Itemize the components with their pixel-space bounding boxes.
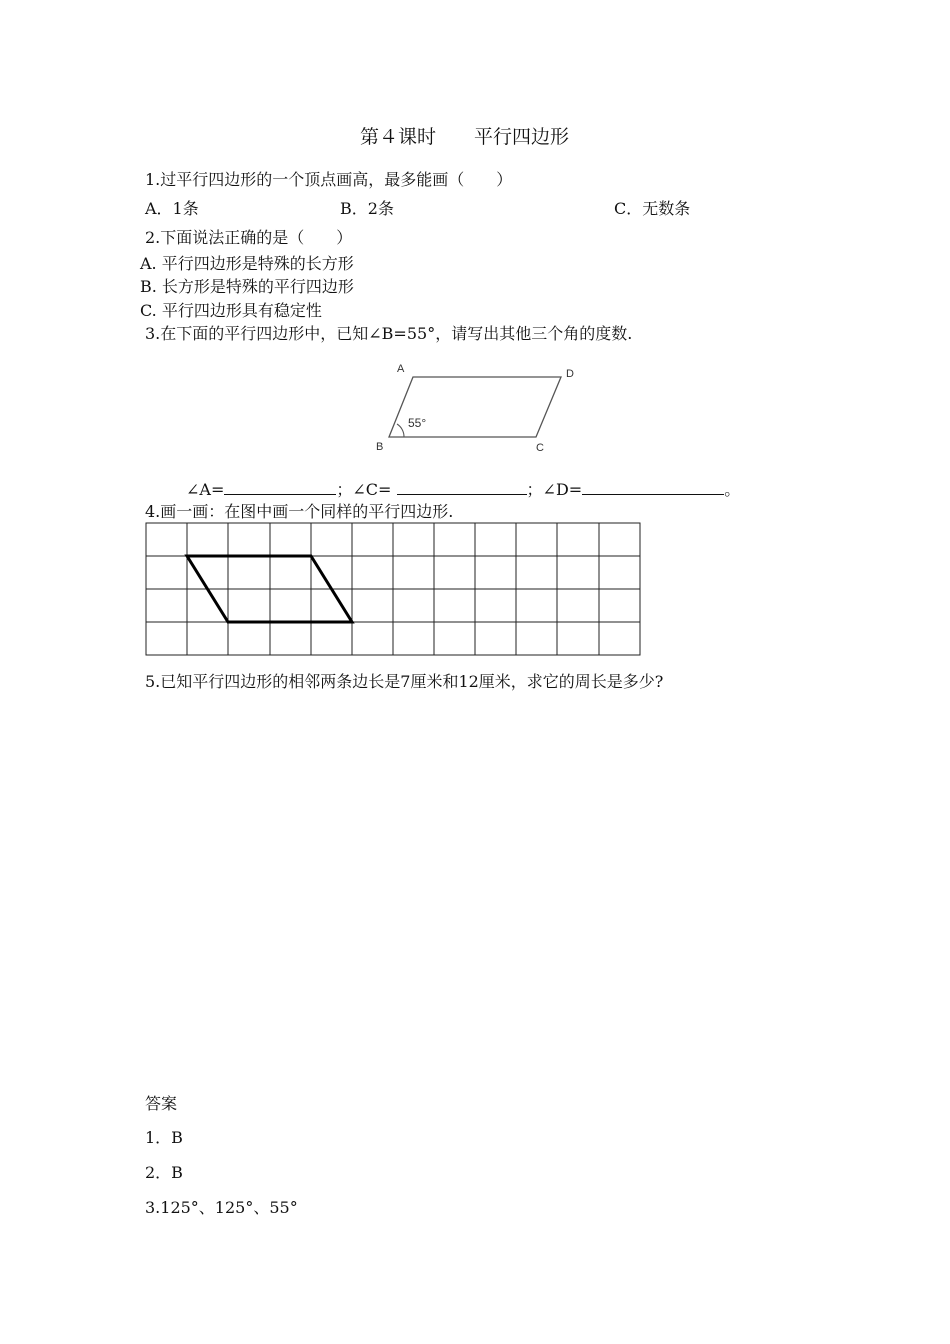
answer-1: 1．B [145,1128,183,1147]
q1-stem: 1.过平行四边形的一个顶点画高，最多能画（ ） [145,170,513,189]
q2-stem: 2.下面说法正确的是（ ） [145,228,353,247]
q2-option-a: A. 平行四边形是特殊的长方形 [140,254,354,273]
page-title: 第４课时 平行四边形 [360,126,570,148]
drawing-grid [146,523,640,655]
q3-stem: 3.在下面的平行四边形中，已知∠B=55°，请写出其他三个角的度数. [145,324,633,343]
answer-3: 3.125°、125°、55° [145,1198,298,1217]
q2-option-b: B. 长方形是特殊的平行四边形 [140,277,354,296]
parallelogram-figure [376,363,574,454]
q4-stem: 4.画一画：在图中画一个同样的平行四边形. [145,502,454,521]
q1-option-a: A．1条 [145,199,199,218]
q3-end-mark: 。 [724,480,741,499]
answers-heading: 答案 [145,1094,178,1113]
q5-stem: 5.已知平行四边形的相邻两条边长是7厘米和12厘米，求它的周长是多少? [145,672,664,691]
vertex-label-d: D [566,368,574,380]
angle-c-blank[interactable] [397,478,527,495]
vertex-label-a: A [397,363,405,375]
vertex-label-b: B [376,441,384,453]
q1-option-c: C．无数条 [614,199,691,218]
angle-a-blank[interactable] [224,478,336,495]
q1-option-b: B．2条 [340,199,394,218]
q2-option-c: C. 平行四边形具有稳定性 [140,301,322,320]
angle-c-label: ；∠C= [336,480,392,499]
answer-2: 2．B [145,1163,183,1182]
angle-d-blank[interactable] [582,478,724,495]
vertex-label-c: C [536,442,544,454]
angle-a-label: ∠A= [186,480,225,499]
q3-answer-line [186,478,740,500]
angle-b-label: 55° [408,416,427,430]
angle-b-arc [397,424,404,437]
angle-d-label: ；∠D= [526,480,583,499]
